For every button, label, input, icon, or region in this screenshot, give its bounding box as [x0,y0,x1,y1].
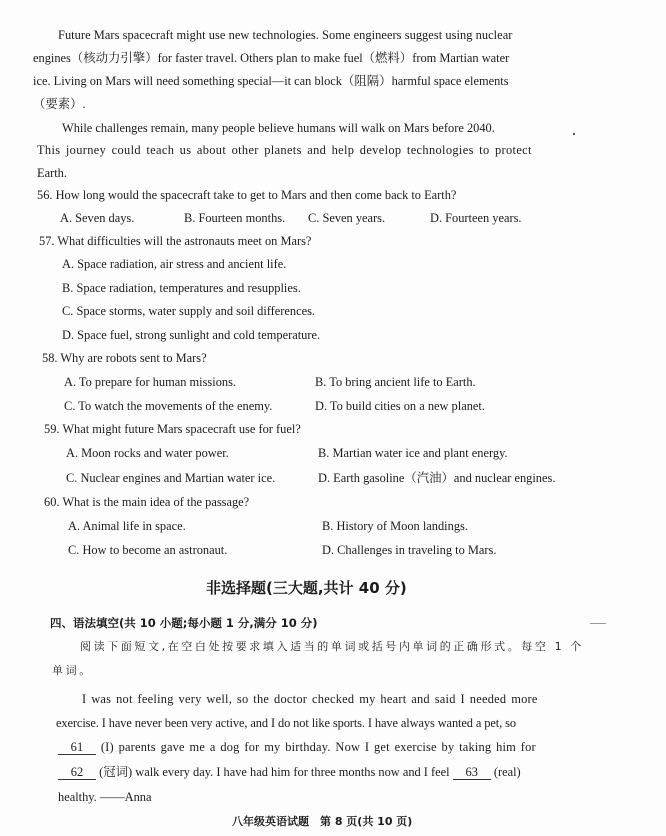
passage-line: I was not feeling very well, so the doctor checked my heart and said I needed more [82,692,538,706]
passage-line [58,764,521,780]
option: B. Martian water ice and plant energy. [318,446,508,460]
option: C. Nuclear engines and Martian water ice. [66,471,276,485]
question-stem: 57. What difficulties will the astronauts meet on Mars? [39,234,312,248]
passage-line: Future Mars spacecraft might use new technologies. Some engineers suggest using nuclear [58,28,513,42]
question-stem: 59. What might future Mars spacecraft use for fuel? [44,422,301,436]
option: C. To watch the movements of the enemy. [64,399,273,413]
blank-62[interactable]: 62 [58,765,96,780]
section-title: 非选择题(三大题,共计 40 分) [206,579,407,597]
passage-line: While challenges remain, many people believe humans will walk on Mars before 2040. [62,121,495,135]
passage-line [58,739,536,755]
passage-text: (冠词) walk every day. I have had him for three months now and I feel [99,765,450,779]
option: D. Space fuel, strong sunlight and cold temperature. [62,328,321,342]
blank-61[interactable]: 61 [58,740,96,755]
part-heading: 四、语法填空(共 10 小题;每小题 1 分,满分 10 分) [50,616,318,630]
passage-line: This journey could teach us about other planets and help develop technologies to protect [37,143,532,157]
option: B. History of Moon landings. [322,519,468,533]
question-stem: 60. What is the main idea of the passage? [44,495,250,509]
option: A. Animal life in space. [68,519,186,533]
stray-mark [573,133,575,135]
stray-mark [590,623,606,624]
option: B. Fourteen months. [184,211,286,225]
passage-line: ice. Living on Mars will need something special—it can block（阻隔）harmful space elements [33,74,509,88]
passage-line: （要素）. [33,97,86,111]
question-stem: 56. How long would the spacecraft take to get to Mars and then come back to Earth? [37,188,457,202]
option: C. How to become an astronaut. [68,543,228,557]
option: B. Space radiation, temperatures and resupplies. [62,281,301,295]
option: D. Challenges in traveling to Mars. [322,543,497,557]
blank-63[interactable]: 63 [453,765,491,780]
option: A. Space radiation, air stress and ancient life. [62,257,287,271]
passage-line: engines（核动力引擎）for faster travel. Others plan to make fuel（燃料）from Martian water [33,51,510,65]
passage-hint: (real) [493,765,521,779]
passage-line: healthy. ——Anna [58,790,152,804]
page-footer: 八年级英语试题 第 8 页(共 10 页) [232,815,413,828]
option: C. Space storms, water supply and soil differences. [62,304,316,318]
option: D. To build cities on a new planet. [315,399,485,413]
option: D. Fourteen years. [430,211,522,225]
passage-text: (I) parents gave me a dog for my birthday. Now I get exercise by taking him for [100,740,536,754]
passage-line: Earth. [37,166,67,180]
option: B. To bring ancient life to Earth. [315,375,476,389]
option: D. Earth gasoline（汽油）and nuclear engines. [318,471,556,485]
question-stem: 58. Why are robots sent to Mars? [42,351,207,365]
option: A. To prepare for human missions. [64,375,236,389]
option: A. Moon rocks and water power. [66,446,229,460]
instructions-line: 单词。 [52,664,93,677]
passage-line: exercise. I have never been very active, and I do not like sports. I have always wanted a pet, so [56,716,516,730]
instructions-line: 阅读下面短文,在空白处按要求填入适当的单词或括号内单词的正确形式。每空 1 个 [80,640,584,653]
option: A. Seven days. [60,211,135,225]
option: C. Seven years. [308,211,386,225]
